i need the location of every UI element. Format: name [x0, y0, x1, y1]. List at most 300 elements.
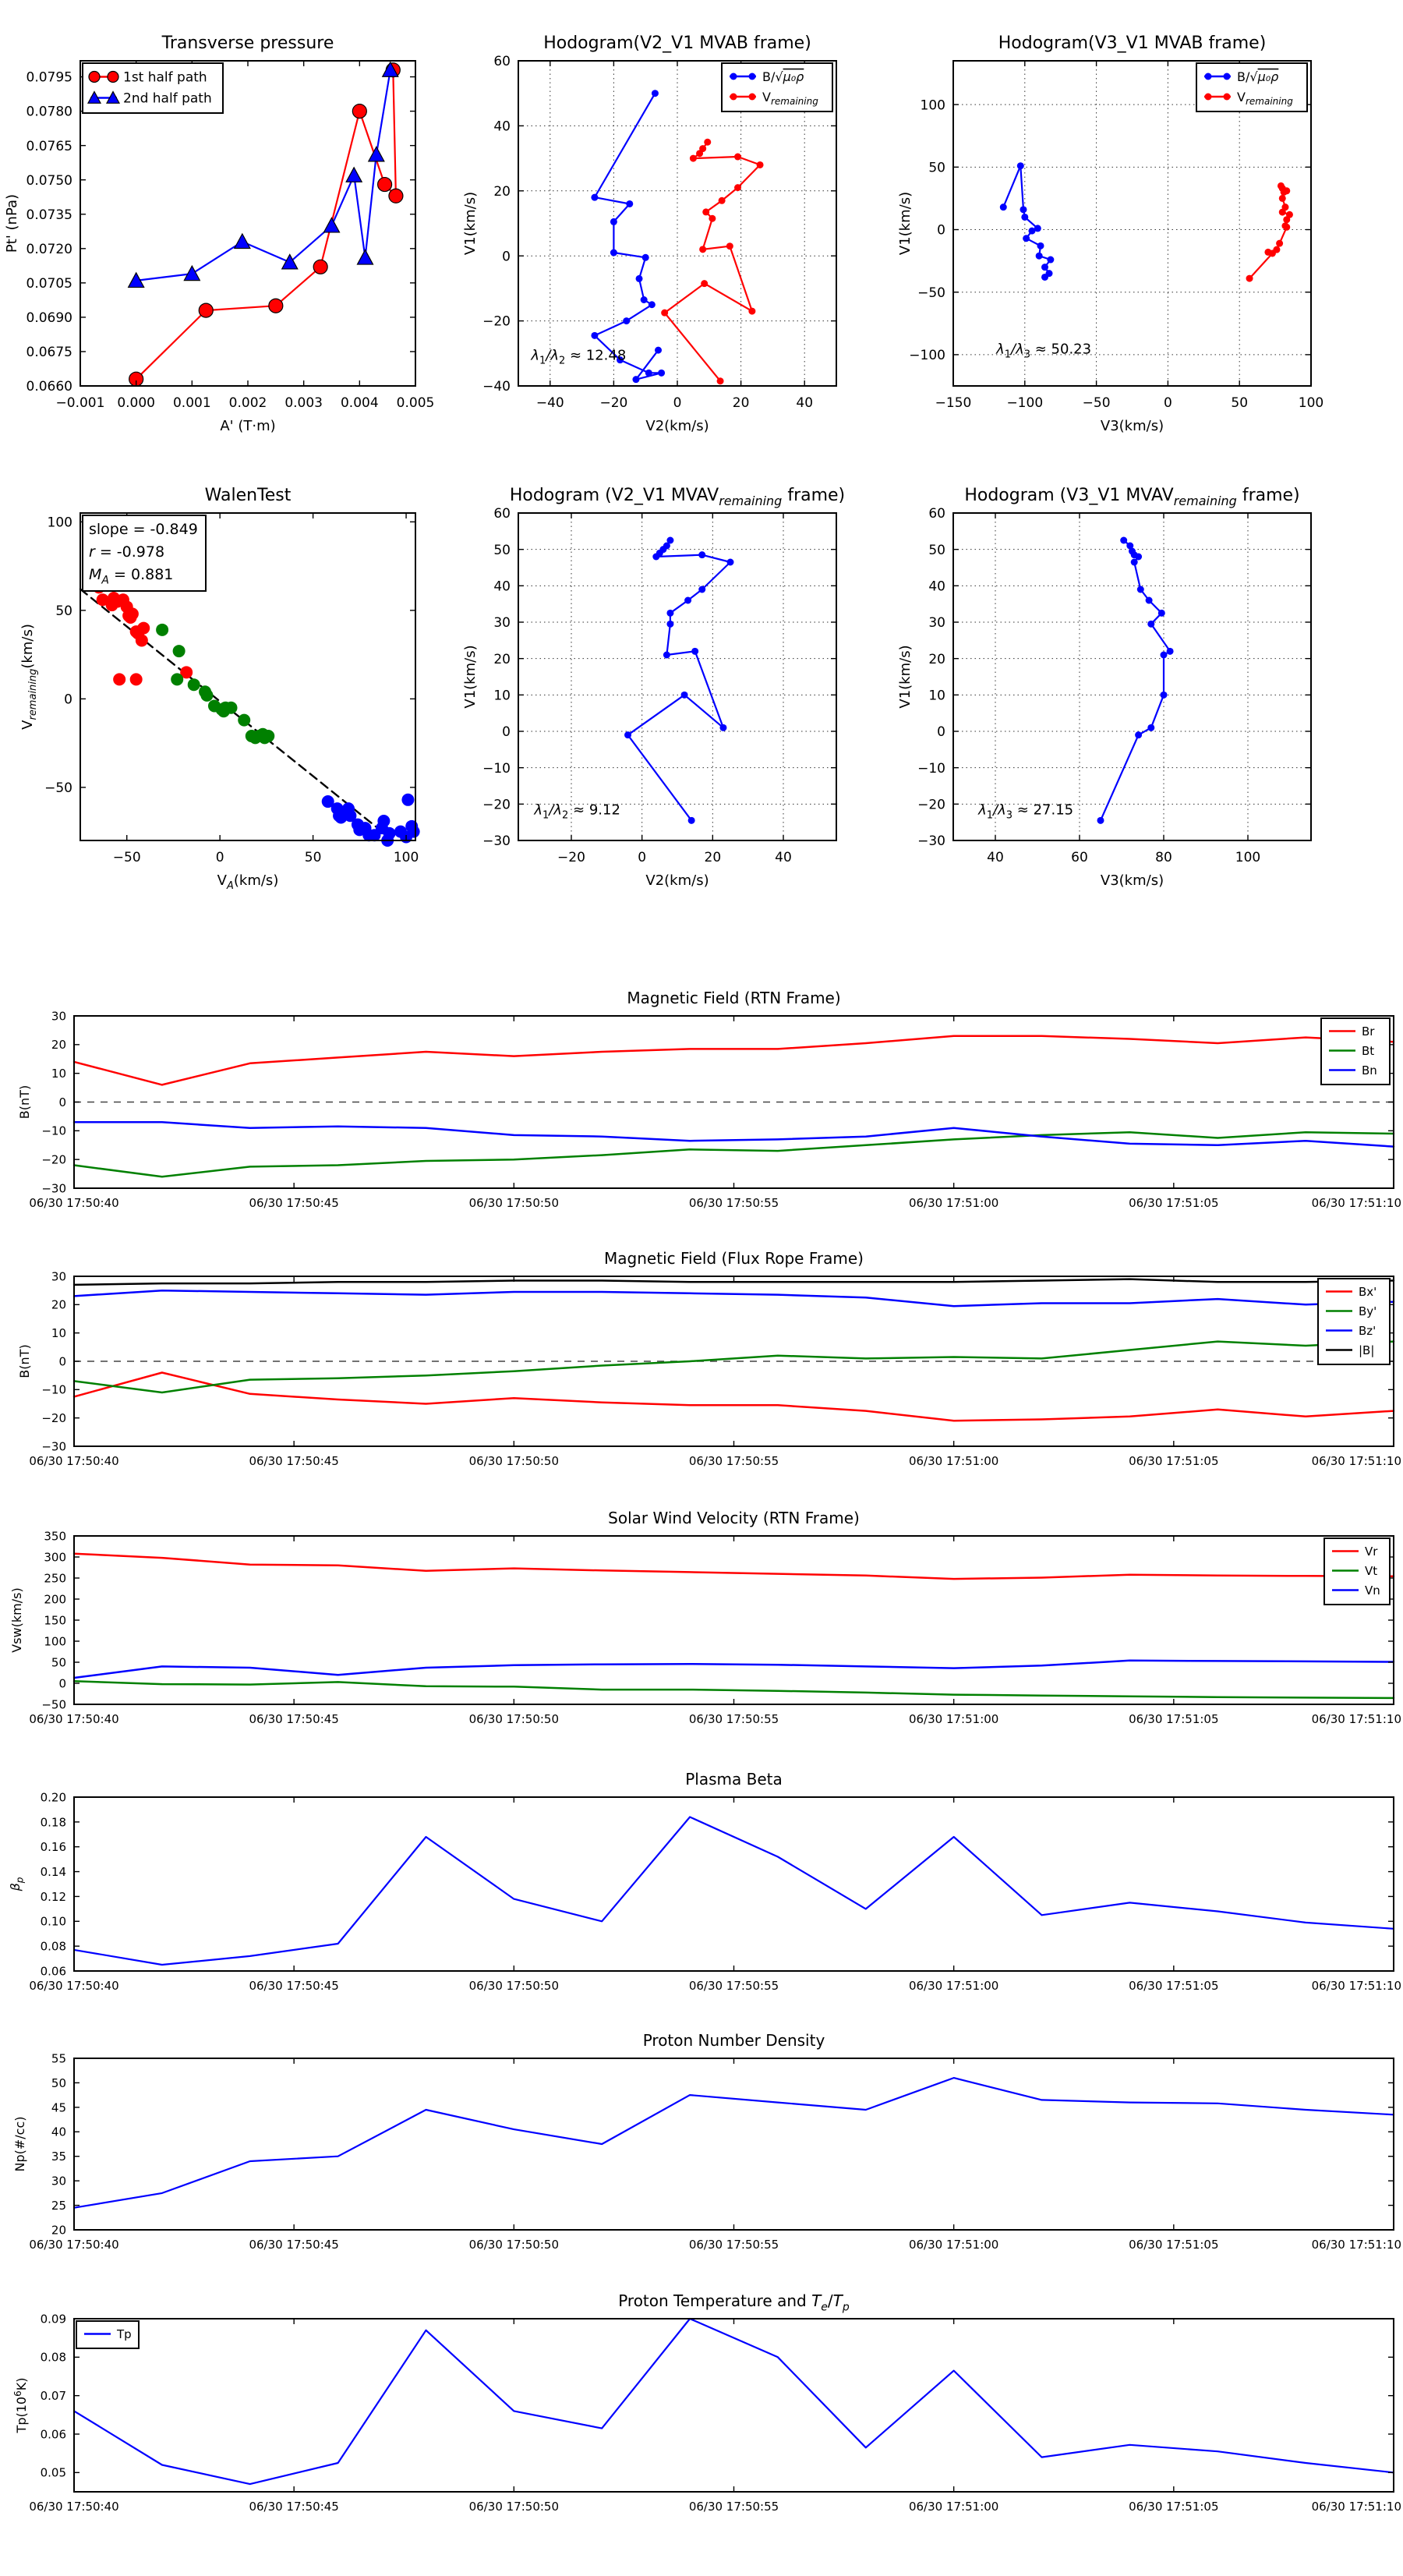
marker-circle — [313, 260, 327, 274]
marker-dot — [1036, 253, 1043, 260]
x-tick-label: 0.001 — [172, 395, 211, 411]
y-tick-label: 100 — [44, 1634, 66, 1649]
y-tick-label: −100 — [909, 348, 945, 364]
x-tick-label: 06/30 17:50:45 — [249, 1454, 339, 1468]
y-axis-label: $\beta_p$ — [8, 1877, 26, 1891]
series-line-fit-line — [80, 589, 393, 840]
y-tick-label: −50 — [44, 780, 72, 797]
y-tick-label: 50 — [51, 1655, 66, 1670]
y-tick-label: 40 — [493, 119, 511, 135]
series-line-Tp — [74, 2319, 1394, 2484]
y-tick-label: 0.0660 — [26, 379, 72, 395]
marker-triangle — [358, 250, 373, 265]
y-tick-label: 100 — [920, 97, 945, 114]
y-tick-label: 0.10 — [40, 1914, 66, 1929]
y-axis-label: Np(#/cc) — [12, 2116, 27, 2172]
legend-label: |B| — [1359, 1343, 1375, 1357]
x-tick-label: −150 — [935, 395, 972, 411]
marker-dot — [626, 200, 633, 207]
marker-dot — [652, 90, 659, 97]
x-tick-label: 06/30 17:51:00 — [908, 1454, 999, 1468]
legend-label: Bt — [1362, 1043, 1375, 1058]
marker-dot — [1161, 692, 1168, 699]
marker-dot — [1167, 648, 1174, 655]
chart-title: WalenTest — [204, 486, 292, 505]
x-tick-label: 06/30 17:50:45 — [249, 2238, 339, 2252]
y-tick-label: 0.08 — [40, 1939, 66, 1954]
y-tick-label: 25 — [51, 2198, 66, 2213]
marker-dot — [1286, 211, 1293, 218]
y-tick-label: 35 — [51, 2150, 66, 2164]
x-tick-label: −0.001 — [55, 395, 105, 411]
chart-title: Hodogram (V3_V1 $MVAV_{remaining}$ frame) — [964, 486, 1300, 509]
marker-dot — [591, 194, 598, 201]
y-tick-label: −20 — [41, 1152, 66, 1167]
y-tick-label: 20 — [928, 651, 945, 667]
x-tick-label: 0.003 — [284, 395, 323, 411]
x-axis-label: A' (T·m) — [220, 418, 276, 434]
marker-dot — [238, 714, 250, 727]
y-tick-label: 50 — [51, 2075, 66, 2090]
marker-dot — [749, 73, 756, 80]
y-tick-label: 200 — [44, 1592, 66, 1607]
marker-dot — [591, 332, 598, 339]
series-line-Bz-prime — [74, 1290, 1394, 1306]
y-tick-label: 30 — [51, 2174, 66, 2189]
marker-dot — [408, 826, 420, 838]
series-line-By-prime — [74, 1342, 1394, 1392]
y-tick-label: 30 — [928, 615, 945, 632]
y-tick-label: 30 — [51, 1009, 66, 1024]
marker-dot — [225, 702, 238, 714]
y-tick-label: −30 — [41, 1181, 66, 1196]
x-tick-label: −100 — [1006, 395, 1044, 411]
marker-dot — [726, 242, 733, 249]
marker-dot — [730, 73, 737, 80]
marker-dot — [655, 347, 662, 354]
x-tick-label: 06/30 17:51:00 — [908, 2500, 999, 2514]
x-tick-label: 06/30 17:51:10 — [1311, 2238, 1401, 2252]
marker-dot — [1017, 162, 1024, 169]
y-tick-label: 250 — [44, 1571, 66, 1586]
y-tick-label: −10 — [482, 760, 511, 777]
x-axis-label: V2(km/s) — [645, 872, 709, 889]
chart-title: Plasma Beta — [685, 1770, 783, 1789]
annotation: $\lambda_1/\lambda_2 \approx 9.12$ — [534, 801, 620, 822]
x-tick-label: 06/30 17:50:55 — [688, 1979, 779, 1993]
y-tick-label: 20 — [51, 2223, 66, 2238]
x-tick-label: 06/30 17:51:00 — [908, 1712, 999, 1726]
y-tick-label: 60 — [928, 506, 945, 522]
y-tick-label: 0.20 — [40, 1790, 66, 1805]
marker-triangle — [235, 234, 250, 249]
marker-dot — [1028, 228, 1035, 235]
legend-label: Vr — [1365, 1544, 1378, 1559]
legend-stat-line: $M_A = 0.881$ — [89, 566, 174, 587]
marker-dot — [688, 817, 695, 824]
y-tick-label: 10 — [928, 688, 945, 704]
y-tick-label: 0 — [502, 724, 511, 741]
annotation: $\lambda_1/\lambda_3 \approx 50.23$ — [996, 341, 1092, 361]
chart-transverse-pressure — [4, 34, 434, 434]
chart-hodogram-v3v1-mvab — [897, 34, 1323, 434]
marker-dot — [734, 184, 741, 191]
marker-dot — [661, 310, 668, 317]
chart-title: Hodogram (V2_V1 $MVAV_{remaining}$ frame) — [509, 486, 846, 509]
legend-label: B/√μ₀ρ — [762, 69, 804, 84]
marker-dot — [690, 155, 697, 162]
y-tick-label: 50 — [928, 542, 945, 558]
y-tick-label: 0.09 — [40, 2312, 66, 2327]
chart-proton-number-density — [12, 2031, 1401, 2252]
y-tick-label: 40 — [493, 579, 511, 595]
chart-magnetic-field-flux-rope — [17, 1249, 1401, 1468]
chart-proton-temperature — [12, 2291, 1401, 2514]
marker-dot — [200, 689, 213, 702]
series-line-Br — [74, 1036, 1394, 1085]
y-tick-label: −30 — [41, 1439, 66, 1454]
y-tick-label: 0 — [64, 692, 72, 708]
marker-dot — [1047, 257, 1054, 264]
y-tick-label: 0.0780 — [26, 104, 72, 120]
series-line-Bt — [74, 1132, 1394, 1177]
x-tick-label: 80 — [1155, 850, 1172, 865]
x-tick-label: 20 — [704, 850, 722, 865]
chart-title: Hodogram(V2_V1 MVAB frame) — [543, 34, 811, 53]
series-line-beta-p — [74, 1817, 1394, 1966]
y-tick-label: 0 — [502, 249, 511, 265]
marker-dot — [173, 645, 186, 657]
y-tick-label: 0.0675 — [26, 345, 72, 361]
marker-dot — [1020, 206, 1027, 213]
x-tick-label: 06/30 17:50:55 — [688, 2500, 779, 2514]
x-tick-label: 06/30 17:51:05 — [1129, 2500, 1219, 2514]
y-tick-label: −10 — [917, 760, 945, 777]
y-tick-label: 0.12 — [40, 1889, 66, 1904]
x-tick-label: 50 — [304, 850, 322, 865]
y-axis-label: $Tp(10^6K)$ — [12, 2377, 29, 2433]
series-line-Np — [74, 2078, 1394, 2208]
legend-label: $V_{remaining}$ — [1237, 89, 1293, 108]
marker-dot — [1161, 652, 1168, 659]
marker-triangle — [184, 266, 200, 281]
marker-circle — [199, 303, 213, 317]
marker-dot — [1279, 195, 1286, 202]
marker-dot — [681, 692, 688, 699]
annotation: $\lambda_1/\lambda_3 \approx 27.15$ — [978, 801, 1074, 822]
y-tick-label: −20 — [482, 313, 511, 330]
marker-dot — [156, 624, 168, 636]
x-tick-label: 60 — [1071, 850, 1088, 865]
x-tick-label: 0.004 — [340, 395, 379, 411]
series-line-Vn — [74, 1661, 1394, 1678]
x-tick-label: 06/30 17:50:45 — [249, 1712, 339, 1726]
marker-dot — [642, 254, 649, 261]
x-tick-label: 06/30 17:51:05 — [1129, 1454, 1219, 1468]
x-tick-label: 06/30 17:50:40 — [29, 2238, 119, 2252]
marker-dot — [1135, 731, 1142, 738]
marker-dot — [1205, 94, 1212, 101]
x-tick-label: 06/30 17:50:50 — [468, 2500, 560, 2514]
series-line-B-alfven-path — [595, 94, 662, 380]
y-tick-label: 0.07 — [40, 2389, 66, 2404]
marker-dot — [734, 154, 741, 161]
y-tick-label: 0.05 — [40, 2465, 66, 2480]
x-tick-label: 20 — [732, 395, 750, 411]
axes-frame — [74, 1797, 1394, 1971]
y-tick-label: 0 — [58, 1354, 66, 1369]
y-tick-label: 10 — [493, 688, 511, 704]
marker-circle — [378, 178, 392, 192]
marker-dot — [709, 215, 716, 222]
y-tick-label: 0 — [58, 1676, 66, 1691]
x-tick-label: −20 — [599, 395, 628, 411]
marker-dot — [749, 94, 756, 101]
y-tick-label: 350 — [44, 1529, 66, 1544]
annotation: $\lambda_1/\lambda_2 \approx 12.48$ — [531, 347, 627, 367]
x-tick-label: 06/30 17:51:10 — [1311, 1454, 1401, 1468]
marker-dot — [730, 94, 737, 101]
chart-hodogram-v2v1-mvav — [462, 486, 845, 889]
chart-plasma-beta — [8, 1770, 1401, 1993]
legend-label: 1st half path — [123, 69, 207, 86]
x-axis-label: V3(km/s) — [1100, 418, 1164, 434]
x-tick-label: 06/30 17:50:40 — [29, 2500, 119, 2514]
y-tick-label: 100 — [47, 515, 72, 531]
marker-dot — [699, 246, 706, 253]
y-tick-label: 0.0795 — [26, 69, 72, 86]
legend-label: Bx' — [1359, 1284, 1377, 1299]
y-tick-label: 30 — [493, 615, 511, 632]
chart-title: Solar Wind Velocity (RTN Frame) — [608, 1509, 860, 1527]
legend-stat-line: slope = -0.849 — [89, 521, 198, 539]
chart-walen-test — [19, 486, 420, 892]
y-tick-label: 60 — [493, 506, 511, 522]
legend-label: Vt — [1365, 1563, 1378, 1578]
x-tick-label: 06/30 17:50:40 — [29, 1196, 119, 1210]
marker-dot — [1281, 222, 1288, 229]
x-tick-label: 06/30 17:50:40 — [29, 1454, 119, 1468]
x-axis-label: $V_A(km/s)$ — [217, 872, 279, 893]
x-tick-label: 06/30 17:50:55 — [688, 1712, 779, 1726]
marker-dot — [648, 301, 656, 308]
y-tick-label: −20 — [41, 1411, 66, 1426]
marker-dot — [130, 673, 143, 685]
legend-label: Bz' — [1359, 1323, 1376, 1338]
marker-dot — [1023, 235, 1030, 242]
marker-dot — [1205, 73, 1212, 80]
marker-dot — [702, 208, 709, 215]
marker-dot — [623, 317, 630, 324]
y-tick-label: −30 — [917, 833, 945, 850]
y-tick-label: 300 — [44, 1550, 66, 1565]
marker-dot — [1146, 597, 1153, 604]
marker-dot — [1041, 264, 1048, 271]
y-tick-label: −50 — [41, 1697, 66, 1712]
marker-dot — [136, 634, 148, 646]
y-tick-label: 0.18 — [40, 1815, 66, 1830]
x-tick-label: 06/30 17:50:40 — [29, 1979, 119, 1993]
axes-frame — [74, 1536, 1394, 1704]
x-tick-label: 100 — [1235, 850, 1261, 865]
marker-dot — [1224, 73, 1231, 80]
x-tick-label: 06/30 17:51:00 — [908, 1196, 999, 1210]
marker-dot — [1158, 610, 1165, 617]
x-tick-label: −50 — [112, 850, 141, 865]
y-tick-label: 0.06 — [40, 1964, 66, 1979]
x-tick-label: 06/30 17:51:00 — [908, 1979, 999, 1993]
y-tick-label: 20 — [51, 1038, 66, 1053]
y-tick-label: 20 — [51, 1297, 66, 1312]
legend-label: Br — [1362, 1024, 1375, 1039]
x-tick-label: 06/30 17:51:10 — [1311, 1712, 1401, 1726]
chart-solar-wind-velocity-rtn — [9, 1509, 1401, 1726]
chart-hodogram-v2v1-mvab — [462, 34, 836, 434]
y-tick-label: 60 — [493, 54, 511, 70]
x-tick-label: −40 — [535, 395, 564, 411]
marker-dot — [1097, 817, 1104, 824]
marker-dot — [666, 537, 673, 544]
marker-circle — [389, 189, 403, 203]
x-tick-label: 0 — [1163, 395, 1172, 411]
x-tick-label: 0.000 — [117, 395, 156, 411]
x-tick-label: 0 — [215, 850, 224, 865]
marker-dot — [377, 815, 390, 827]
marker-dot — [1273, 246, 1280, 253]
marker-dot — [704, 139, 711, 146]
y-tick-label: 20 — [493, 651, 511, 667]
x-tick-label: 06/30 17:51:05 — [1129, 1979, 1219, 1993]
marker-dot — [1000, 203, 1007, 211]
x-tick-label: 40 — [775, 850, 792, 865]
x-tick-label: 06/30 17:51:10 — [1311, 1979, 1401, 1993]
marker-dot — [645, 370, 652, 377]
legend-label: Tp — [117, 2327, 132, 2341]
legend-label: 2nd half path — [123, 90, 212, 107]
y-tick-label: −50 — [917, 285, 945, 301]
x-tick-label: 06/30 17:50:45 — [249, 1979, 339, 1993]
marker-dot — [610, 218, 617, 225]
chart-magnetic-field-rtn — [17, 989, 1401, 1210]
y-tick-label: 0.0750 — [26, 172, 72, 189]
axes-frame — [74, 1276, 1394, 1446]
axes-frame — [74, 2058, 1394, 2230]
x-tick-label: 06/30 17:50:50 — [468, 2238, 560, 2252]
marker-dot — [1041, 274, 1048, 281]
marker-dot — [684, 597, 691, 604]
series-line-Bn — [74, 1122, 1394, 1146]
x-tick-label: 06/30 17:50:40 — [29, 1712, 119, 1726]
marker-dot — [748, 308, 755, 315]
chart-hodogram-v3v1-mvav — [897, 486, 1311, 889]
marker-circle — [352, 104, 366, 119]
y-tick-label: 50 — [55, 603, 72, 619]
y-tick-label: −20 — [917, 797, 945, 813]
y-tick-label: 50 — [493, 542, 511, 558]
x-tick-label: 06/30 17:51:05 — [1129, 1196, 1219, 1210]
y-tick-label: −10 — [41, 1382, 66, 1397]
x-tick-label: 40 — [796, 395, 814, 411]
marker-circle — [269, 299, 283, 313]
y-axis-label: Pt' (nPa) — [4, 193, 20, 253]
y-tick-label: 45 — [51, 2100, 66, 2115]
marker-dot — [1147, 621, 1154, 628]
marker-dot — [632, 376, 639, 383]
y-tick-label: 150 — [44, 1613, 66, 1628]
x-tick-label: 06/30 17:50:50 — [468, 1712, 560, 1726]
y-axis-label: $V_{remaining}(km/s)$ — [19, 624, 40, 730]
marker-dot — [1147, 724, 1154, 731]
x-tick-label: 06/30 17:51:05 — [1129, 2238, 1219, 2252]
marker-dot — [624, 731, 631, 738]
x-tick-label: 06/30 17:50:50 — [468, 1196, 560, 1210]
axes-frame — [518, 513, 836, 840]
legend-label: B/√μ₀ρ — [1237, 69, 1279, 84]
marker-dot — [401, 794, 414, 806]
x-tick-label: 06/30 17:50:45 — [249, 2500, 339, 2514]
y-tick-label: 0.0735 — [26, 207, 72, 223]
y-axis-label: B(nT) — [17, 1344, 32, 1378]
legend-label: $V_{remaining}$ — [762, 89, 818, 108]
series-line-v-path — [628, 540, 731, 820]
x-tick-label: −50 — [1082, 395, 1111, 411]
legend-stat-line: r = -0.978 — [89, 543, 165, 561]
marker-dot — [126, 607, 139, 620]
y-axis-label: V1(km/s) — [897, 191, 914, 256]
marker-dot — [262, 730, 274, 742]
legend-label: By' — [1359, 1304, 1377, 1318]
marker-dot — [1276, 240, 1283, 247]
marker-dot — [666, 610, 673, 617]
y-tick-label: 0 — [58, 1095, 66, 1109]
series-line-Vt — [74, 1681, 1394, 1698]
y-tick-label: 20 — [493, 183, 511, 200]
y-tick-label: 0.0765 — [26, 138, 72, 154]
chart-title: Proton Number Density — [642, 2031, 825, 2050]
marker-dot — [717, 377, 724, 384]
series-line-v-remaining-path — [665, 142, 760, 380]
marker-dot — [698, 586, 705, 593]
y-tick-label: 0.0705 — [26, 275, 72, 292]
x-tick-label: 06/30 17:50:50 — [468, 1454, 560, 1468]
marker-triangle — [369, 147, 384, 161]
marker-dot — [719, 197, 726, 204]
marker-dot — [610, 249, 617, 257]
marker-circle — [89, 72, 100, 83]
series-line-B-alfven-path — [1003, 166, 1051, 278]
marker-dot — [137, 622, 150, 635]
series-line-v-path — [1101, 540, 1170, 820]
y-tick-label: 0 — [937, 222, 945, 239]
x-axis-label: V3(km/s) — [1100, 872, 1164, 889]
marker-dot — [727, 559, 734, 566]
y-tick-label: 30 — [51, 1269, 66, 1284]
x-tick-label: 40 — [987, 850, 1004, 865]
y-tick-label: 0.08 — [40, 2350, 66, 2365]
marker-dot — [696, 150, 703, 157]
x-tick-label: 06/30 17:51:10 — [1311, 1196, 1401, 1210]
y-tick-label: −10 — [41, 1123, 66, 1138]
x-tick-label: 06/30 17:51:10 — [1311, 2500, 1401, 2514]
x-tick-label: 06/30 17:51:05 — [1129, 1712, 1219, 1726]
marker-dot — [1278, 182, 1285, 189]
axes-frame — [74, 2319, 1394, 2492]
chart-title: Magnetic Field (Flux Rope Frame) — [604, 1249, 864, 1268]
y-tick-label: 0.16 — [40, 1840, 66, 1855]
x-tick-label: 06/30 17:50:55 — [688, 2238, 779, 2252]
chart-title: Transverse pressure — [161, 34, 334, 53]
marker-dot — [666, 621, 673, 628]
